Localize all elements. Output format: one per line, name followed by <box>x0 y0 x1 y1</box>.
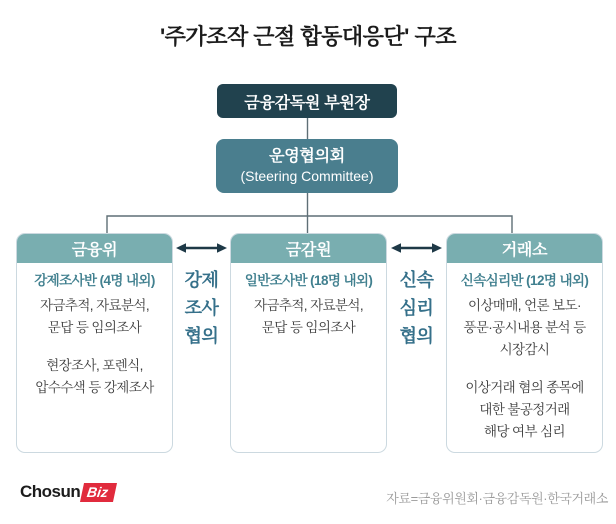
link-label-compulsory-investigation <box>173 266 230 350</box>
column-fsc-group-2 <box>21 355 168 399</box>
column-krx <box>446 233 603 453</box>
column-krx-body <box>447 263 602 443</box>
column-fsc-group-1 <box>21 295 168 339</box>
column-fss-body <box>231 263 386 339</box>
double-arrow-icon-right <box>391 243 442 253</box>
column-text-line: 해당 여부 심리 <box>484 424 565 439</box>
column-text-line: 문답 등 임의조사 <box>261 320 356 335</box>
link-label-line: 강제 <box>184 270 219 290</box>
column-text-line: 자금추적, 자료분석, <box>40 298 149 313</box>
link-label-line: 심리 <box>399 298 434 318</box>
column-fsc-body <box>17 263 172 399</box>
steering-committee-korean-label: 운영협의회 <box>269 147 345 165</box>
page-title: '주가조작 근절 합동대응단' 구조 <box>159 24 457 49</box>
link-label-line: 조사 <box>184 298 219 318</box>
column-fss-group-1 <box>235 295 382 339</box>
column-fsc-subheader: 강제조사반 (4명 내외) <box>34 273 155 288</box>
steering-committee-english-label: (Steering Committee) <box>240 168 374 185</box>
box-fss-vice-governor-label: 금융감독원 부원장 <box>244 94 370 112</box>
box-steering-committee <box>216 139 398 193</box>
column-fss-header: 금감원 <box>230 233 387 263</box>
double-arrow-icon-left <box>176 243 227 253</box>
column-krx-group-1 <box>451 295 598 361</box>
column-text-line: 문답 등 임의조사 <box>47 320 142 335</box>
column-krx-group-2 <box>451 377 598 443</box>
column-text-line: 이상거래 혐의 종목에 <box>465 380 584 395</box>
source-credit: 자료=금융위원회·금융감독원·한국거래소 <box>386 491 608 506</box>
chosunbiz-logo-biz-badge <box>80 483 117 502</box>
column-text-line: 현장조사, 포렌식, <box>46 358 143 373</box>
chosunbiz-logo-biz-text: Biz <box>86 484 110 500</box>
column-text-line: 풍문·공시내용 분석 등 <box>463 320 586 335</box>
column-krx-subheader: 신속심리반 (12명 내외) <box>460 273 589 288</box>
column-text-line: 압수수색 등 강제조사 <box>35 380 154 395</box>
chosunbiz-logo <box>20 482 115 502</box>
box-fss-vice-governor <box>217 84 397 118</box>
column-fss <box>230 233 387 453</box>
column-krx-header: 거래소 <box>446 233 603 263</box>
column-text-line: 이상매매, 언론 보도· <box>468 298 581 313</box>
column-text-line: 시장감시 <box>499 342 550 357</box>
column-fsc <box>16 233 173 453</box>
column-fss-subheader: 일반조사반 (18명 내외) <box>244 273 373 288</box>
link-label-line: 협의 <box>399 326 434 346</box>
column-fsc-header: 금융위 <box>16 233 173 263</box>
link-label-line: 신속 <box>399 270 434 290</box>
column-text-line: 자금추적, 자료분석, <box>254 298 363 313</box>
link-label-line: 협의 <box>184 326 219 346</box>
link-label-rapid-review <box>388 266 445 350</box>
column-text-line: 대한 불공정거래 <box>479 402 570 417</box>
chosunbiz-logo-chosun-text: Chosun <box>20 482 81 501</box>
